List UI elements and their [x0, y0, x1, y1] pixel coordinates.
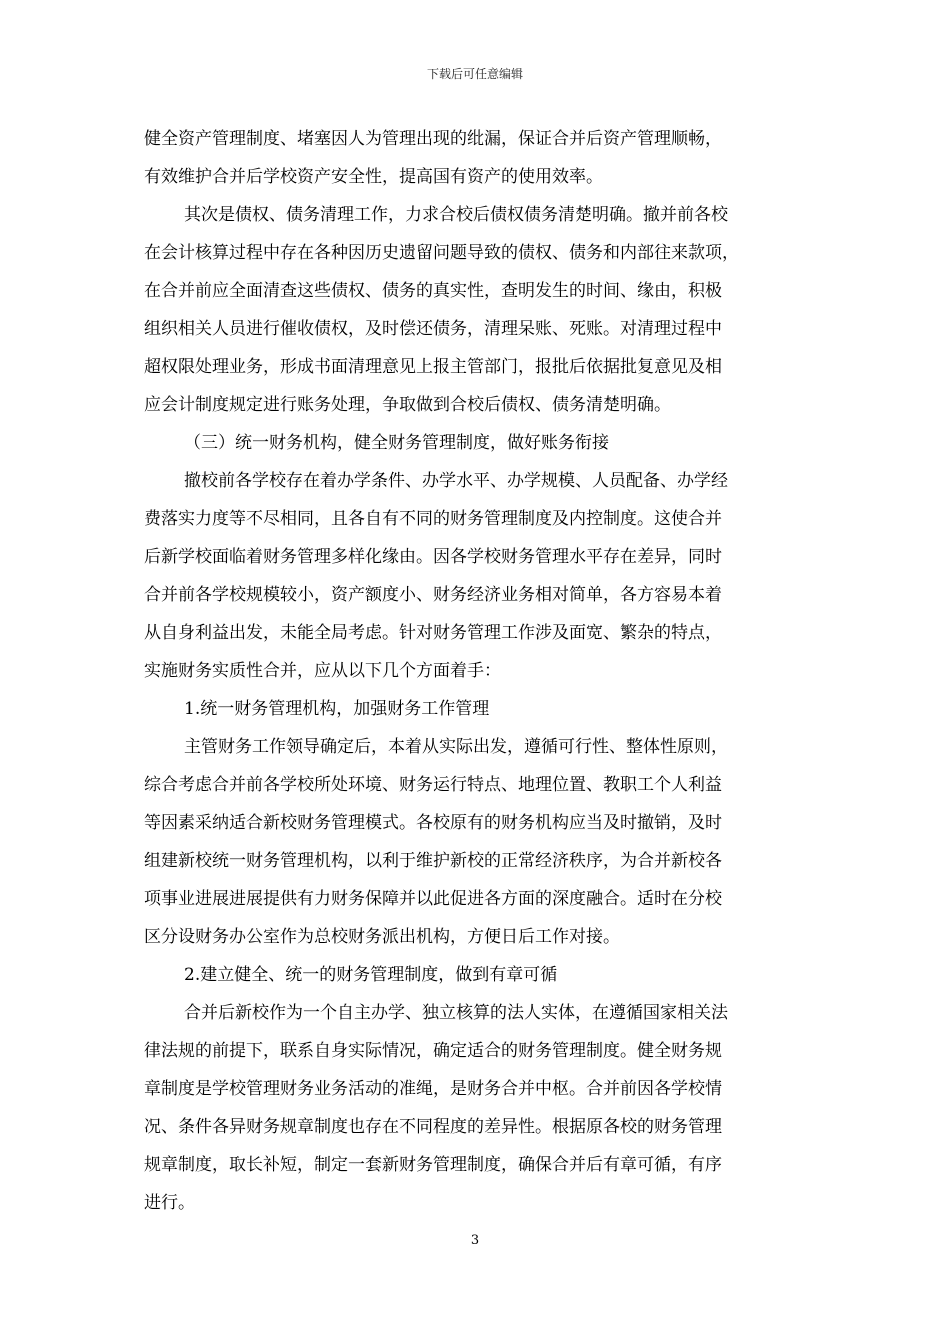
body-line: 组织相关人员进行催收债权，及时偿还债务，清理呆账、死账。对清理过程中: [144, 319, 722, 339]
subsection-heading: 1.统一财务管理机构，加强财务工作管理: [184, 699, 490, 719]
body-line: 在合并前应全面清查这些债权、债务的真实性，查明发生的时间、缘由，积极: [144, 281, 722, 301]
body-line: 合并前各学校规模较小，资产额度小、财务经济业务相对简单，各方容易本着: [144, 585, 722, 605]
body-line: 律法规的前提下，联系自身实际情况，确定适合的财务管理制度。健全财务规: [144, 1041, 722, 1061]
body-line: 组建新校统一财务管理机构，以利于维护新校的正常经济秩序，为合并新校各: [144, 851, 722, 871]
paragraph-first-line: 合并后新校作为一个自主办学、独立核算的法人实体，在遵循国家相关法: [184, 1003, 728, 1023]
body-line: 区分设财务办公室作为总校财务派出机构，方便日后工作对接。: [144, 927, 620, 947]
paragraph-first-line: 其次是债权、债务清理工作，力求合校后债权债务清楚明确。撤并前各校: [184, 205, 728, 225]
body-line: 有效维护合并后学校资产安全性，提高国有资产的使用效率。: [144, 167, 603, 187]
body-line: 从自身利益出发，未能全局考虑。针对财务管理工作涉及面宽、繁杂的特点，: [144, 623, 722, 643]
body-line: 进行。: [144, 1193, 195, 1213]
body-line: 项事业进展进展提供有力财务保障并以此促进各方面的深度融合。适时在分校: [144, 889, 722, 909]
page-header: 下载后可任意编辑: [426, 67, 523, 81]
document-body: [144, 120, 809, 1222]
body-line: 规章制度，取长补短，制定一套新财务管理制度，确保合并后有章可循，有序: [144, 1155, 722, 1175]
body-line: 费落实力度等不尽相同，且各自有不同的财务管理制度及内控制度。这使合并: [144, 509, 722, 529]
body-line: 后新学校面临着财务管理多样化缘由。因各学校财务管理水平存在差异，同时: [144, 547, 722, 567]
body-line: 应会计制度规定进行账务处理，争取做到合校后债权、债务清楚明确。: [144, 395, 671, 415]
body-line: 章制度是学校管理财务业务活动的准绳，是财务合并中枢。合并前因各学校情: [144, 1079, 722, 1099]
section-heading: （三）统一财务机构，健全财务管理制度，做好账务衔接: [184, 433, 609, 453]
body-line: 综合考虑合并前各学校所处环境、财务运行特点、地理位置、教职工个人利益: [144, 775, 722, 795]
paragraph-first-line: 主管财务工作领导确定后，本着从实际出发，遵循可行性、整体性原则，: [184, 737, 728, 757]
page-number: 3: [470, 1233, 480, 1248]
body-line: 况、条件各异财务规章制度也存在不同程度的差异性。根据原各校的财务管理: [144, 1117, 722, 1137]
body-line: 超权限处理业务，形成书面清理意见上报主管部门，报批后依据批复意见及相: [144, 357, 722, 377]
paragraph-first-line: 撤校前各学校存在着办学条件、办学水平、办学规模、人员配备、办学经: [184, 471, 728, 491]
body-line: 健全资产管理制度、堵塞因人为管理出现的纰漏，保证合并后资产管理顺畅，: [144, 129, 722, 149]
subsection-heading: 2.建立健全、统一的财务管理制度，做到有章可循: [184, 965, 558, 985]
body-line: 实施财务实质性合并，应从以下几个方面着手：: [144, 661, 501, 681]
body-line: 在会计核算过程中存在各种因历史遗留问题导致的债权、债务和内部往来款项，: [144, 243, 739, 263]
body-line: 等因素采纳适合新校财务管理模式。各校原有的财务机构应当及时撤销，及时: [144, 813, 722, 833]
